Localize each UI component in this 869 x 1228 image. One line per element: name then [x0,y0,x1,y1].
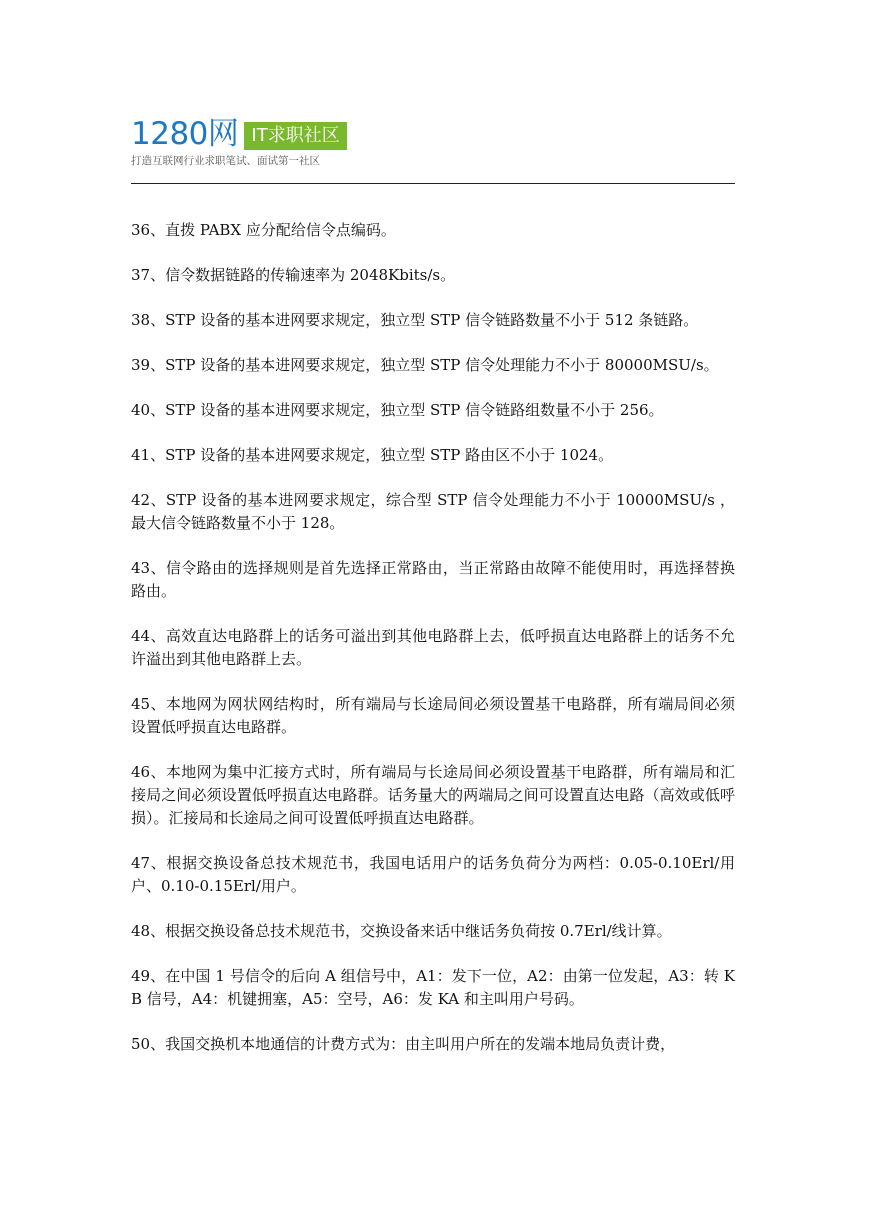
list-item: 43、信令路由的选择规则是首先选择正常路由，当正常路由故障不能使用时，再选择替换路由。 [131,559,735,600]
logo-slogan: 打造互联网行业求职笔试、面试第一社区 [131,155,320,167]
header-divider [131,183,735,184]
document-body [131,219,735,1078]
list-item: 50、我国交换机本地通信的计费方式为：由主叫用户所在的发端本地局负责计费， [131,1035,676,1053]
site-logo[interactable] [131,117,735,151]
list-item: 41、STP 设备的基本进网要求规定，独立型 STP 路由区不小于 1024。 [131,446,614,464]
list-item: 49、在中国 1 号信令的后向 A 组信号中，A1：发下一位，A2：由第一位发起，A3：转 KB 信号，A4：机键拥塞，A5：空号，A6：发 KA 和主叫用户号码。 [131,967,735,1008]
list-item: 36、直拨 PABX 应分配给信令点编码。 [131,221,396,239]
list-item: 37、信令数据链路的传输速率为 2048Kbits/s。 [131,266,456,284]
list-item: 42、STP 设备的基本进网要求规定，综合型 STP 信令处理能力不小于 10000MSU/s ，最大信令链路数量不小于 128。 [131,491,735,532]
list-item: 40、STP 设备的基本进网要求规定，独立型 STP 信令链路组数量不小于 256。 [131,401,664,419]
list-item: 47、根据交换设备总技术规范书，我国电话用户的话务负荷分为两档：0.05-0.10Erl/用户、0.10-0.15Erl/用户。 [131,854,735,895]
logo-wordmark: 1280网 [131,116,239,152]
list-item: 39、STP 设备的基本进网要求规定，独立型 STP 信令处理能力不小于 80000MSU/s。 [131,356,719,374]
list-item: 45、本地网为网状网结构时，所有端局与长途局间必须设置基干电路群，所有端局间必须设置低呼损直达电路群。 [131,695,735,736]
list-item: 46、本地网为集中汇接方式时，所有端局与长途局间必须设置基干电路群，所有端局和汇接局之间必须设置低呼损直达电路群。话务量大的两端局之间可设置直达电路（高效或低呼损）。汇接局和长途局之间可设置低呼损直达电路群。 [131,763,735,827]
logo-badge: IT求职社区 [244,122,346,150]
list-item: 38、STP 设备的基本进网要求规定，独立型 STP 信令链路数量不小于 512 条链路。 [131,311,699,329]
site-header [131,117,735,168]
list-item: 48、根据交换设备总技术规范书，交换设备来话中继话务负荷按 0.7Erl/线计算。 [131,922,672,940]
list-item: 44、高效直达电路群上的话务可溢出到其他电路群上去，低呼损直达电路群上的话务不允许溢出到其他电路群上去。 [131,627,735,668]
